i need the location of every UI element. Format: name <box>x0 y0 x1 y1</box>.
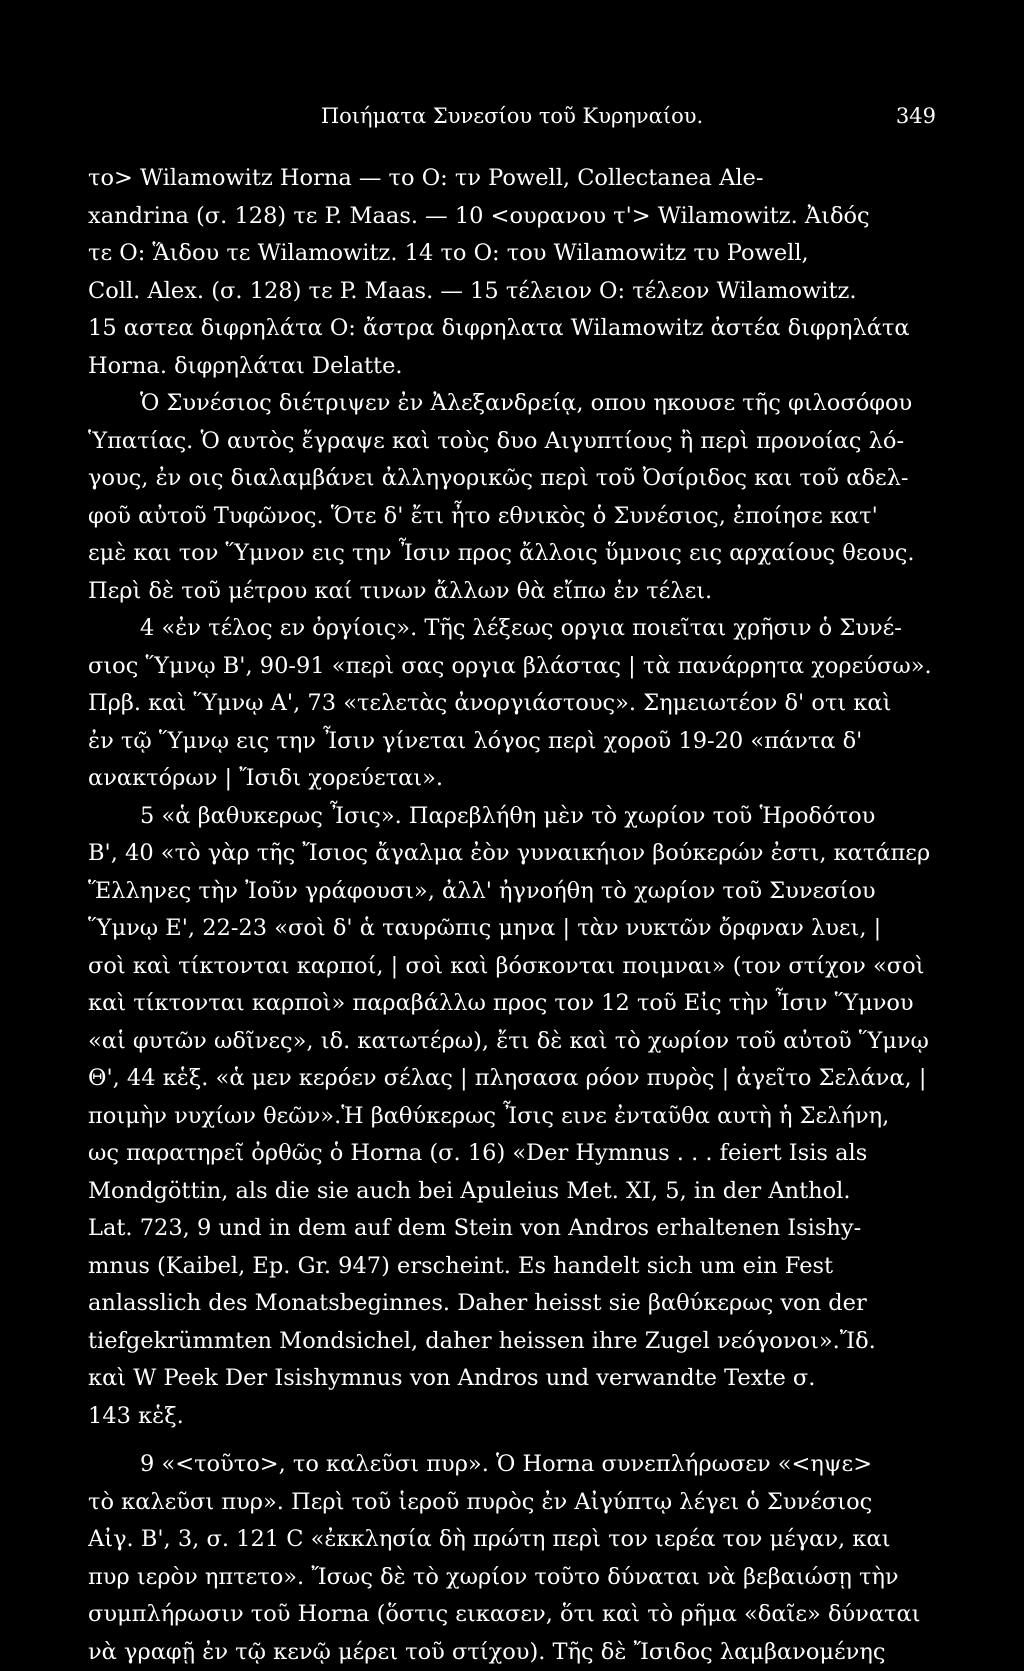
text-line: πυρ ιερὸν ηπτετο». Ἴσως δὲ τὸ χωρίον τοῦτο δύναται νὰ βεβαιώσῃ τὴν <box>88 1559 940 1597</box>
text-line: φοῦ αὐτοῦ Τυφῶνος. Ὅτε δ' ἔτι ἦτο εθνικὸς ὁ Συνέσιος, ἐποίησε κατ' <box>88 498 940 536</box>
text-line: Ὁ Συνέσιος διέτριψεν ἐν Ἀλεξανδρείᾳ, οπου ηκουσε τῆς φιλοσόφου <box>88 385 940 423</box>
text-line: καὶ τίκτονται καρποὶ» παραβάλλω προς τον 12 τοῦ Εἰς τὴν Ἶσιν Ὕμνου <box>88 985 940 1023</box>
text-line: anlasslich des Monatsbeginnes. Daher heisst sie βαθύκερως von der <box>88 1285 940 1323</box>
running-head: Ποιήματα Συνεσίου τοῦ Κυρηναίου. <box>0 104 1024 128</box>
text-line: ανακτόρων | Ἴσιδι χορεύεται». <box>88 760 940 798</box>
text-line: Ἕλληνες τὴν Ἰοῦν γράφουσι», ἀλλ' ἠγνοήθη τὸ χωρίον τοῦ Συνεσίου <box>88 873 940 911</box>
text-line: τὸ καλεῦσι πυρ». Περὶ τοῦ ἱεροῦ πυρὸς ἐν Αἰγύπτῳ λέγει ὁ Συνέσιος <box>88 1484 940 1522</box>
text-line: 9 «<τοῦτο>, το καλεῦσι πυρ». Ὁ Horna συνεπλήρωσεν «<ηψε> <box>88 1446 940 1484</box>
text-line: mnus (Kaibel, Ep. Gr. 947) erscheint. Es handelt sich um ein Fest <box>88 1248 940 1286</box>
text-line: καὶ W Peek Der Isishymnus von Andros und verwandte Texte σ. <box>88 1360 940 1398</box>
commentary-text <box>88 160 940 1671</box>
text-line: Ὕμνῳ Ε', 22-23 «σοὶ δ' ἁ ταυρῶπις μηνα | τὰν νυκτῶν ὄρφναν λυει, | <box>88 910 940 948</box>
text-line: ποιμὴν νυχίων θεῶν».Ἡ βαθύκερως Ἶσις εινε ἐνταῦθα αυτὴ ἡ Σελήνη, <box>88 1098 940 1136</box>
text-line: ἐν τῷ Ὕμνῳ εις την Ἶσιν γίνεται λόγος περὶ χοροῦ 19-20 «πάντα δ' <box>88 723 940 761</box>
text-line: «αἱ φυτῶν ωδῖνες», ιδ. κατωτέρω), ἔτι δὲ καὶ τὸ χωρίον τοῦ αὐτοῦ Ὕμνῳ <box>88 1023 940 1061</box>
text-line: νὰ γραφῇ ἐν τῷ κενῷ μέρει τοῦ στίχου). Τῆς δὲ Ἴσιδος λαμβανομένης <box>88 1634 940 1671</box>
text-line: σοὶ καὶ τίκτονται καρποί, | σοὶ καὶ βόσκονται ποιμναι» (τον στίχον «σοὶ <box>88 948 940 986</box>
text-line: Mondgöttin, als die sie auch bei Apuleius Met. XI, 5, in der Anthol. <box>88 1173 940 1211</box>
page-header <box>0 98 1024 138</box>
text-line: tiefgekrümmten Mondsichel, daher heissen ihre Zugel νεόγονοι».Ἴδ. <box>88 1323 940 1361</box>
text-line: Horna. διφρηλάται Delatte. <box>88 348 940 386</box>
text-line: 15 αστεα διφρηλάτα O: ἄστρα διφρηλατα Wilamowitz ἀστέα διφρηλάτα <box>88 310 940 348</box>
text-line: Θ', 44 κἑξ. «ἁ μεν κερόεν σέλας | πλησασα ρόον πυρὸς | ἀγεῖτο Σελάνα, | <box>88 1060 940 1098</box>
page-number: 349 <box>896 104 936 128</box>
text-line: Αἰγ. Β', 3, σ. 121 C «ἐκκλησία δὴ πρώτη περὶ τον ιερέα τον μέγαν, και <box>88 1521 940 1559</box>
text-line: Coll. Alex. (σ. 128) τε P. Maas. — 15 τέλειον O: τέλεον Wilamowitz. <box>88 273 940 311</box>
text-line: 143 κἑξ. <box>88 1398 940 1436</box>
text-line: Περὶ δὲ τοῦ μέτρου καί τινων ἄλλων θὰ εἴπω ἐν τέλει. <box>88 573 940 611</box>
text-line: συμπλήρωσιν τοῦ Horna (ὅστις εικασεν, ὅτι καὶ τὸ ρῆμα «δαῖε» δύναται <box>88 1596 940 1634</box>
text-line: τε O: Ἅιδου τε Wilamowitz. 14 το O: του Wilamowitz τυ Powell, <box>88 235 940 273</box>
text-line: Πρβ. καὶ Ὕμνῳ Α', 73 «τελετὰς ἀνοργιάστους». Σημειωτέον δ' οτι καὶ <box>88 685 940 723</box>
text-line: 4 «ἐν τέλος εν ὀργίοις». Τῆς λέξεως οργια ποιεῖται χρῆσιν ὁ Συνέ- <box>88 610 940 648</box>
text-line: 5 «ἁ βαθυκερως Ἶσις». Παρεβλήθη μὲν τὸ χωρίον τοῦ Ἡροδότου <box>88 798 940 836</box>
text-line: εμὲ και τον Ὕμνον εις την Ἶσιν προς ἄλλοις ὕμνοις εις αρχαίους θεους. <box>88 535 940 573</box>
text-line: Β', 40 «τὸ γὰρ τῆς Ἴσιος ἄγαλμα ἐὸν γυναικήιον βούκερών ἐστι, κατάπερ <box>88 835 940 873</box>
text-line: xandrina (σ. 128) τε P. Maas. — 10 <ουρανου τ'> Wilamowitz. Ἀιδός <box>88 198 940 236</box>
text-line: γους, ἐν οις διαλαμβάνει ἀλληγορικῶς περὶ τοῦ Ὀσίριδος και τοῦ αδελ- <box>88 460 940 498</box>
text-line: σιος Ὕμνῳ Β', 90-91 «περὶ σας οργια βλάστας | τὰ πανάρρητα χορεύσω». <box>88 648 940 686</box>
text-line: Lat. 723, 9 und in dem auf dem Stein von Andros erhaltenen Isishy- <box>88 1210 940 1248</box>
text-line: Ὑπατίας. Ὁ αυτὸς ἔγραψε καὶ τοὺς δυο Αιγυπτίους ἢ περὶ προνοίας λό- <box>88 423 940 461</box>
text-line: ως παρατηρεῖ ὀρθῶς ὁ Horna (σ. 16) «Der Hymnus . . . feiert Isis als <box>88 1135 940 1173</box>
text-line: το> Wilamowitz Horna — το O: τν Powell, Collectanea Ale- <box>88 160 940 198</box>
